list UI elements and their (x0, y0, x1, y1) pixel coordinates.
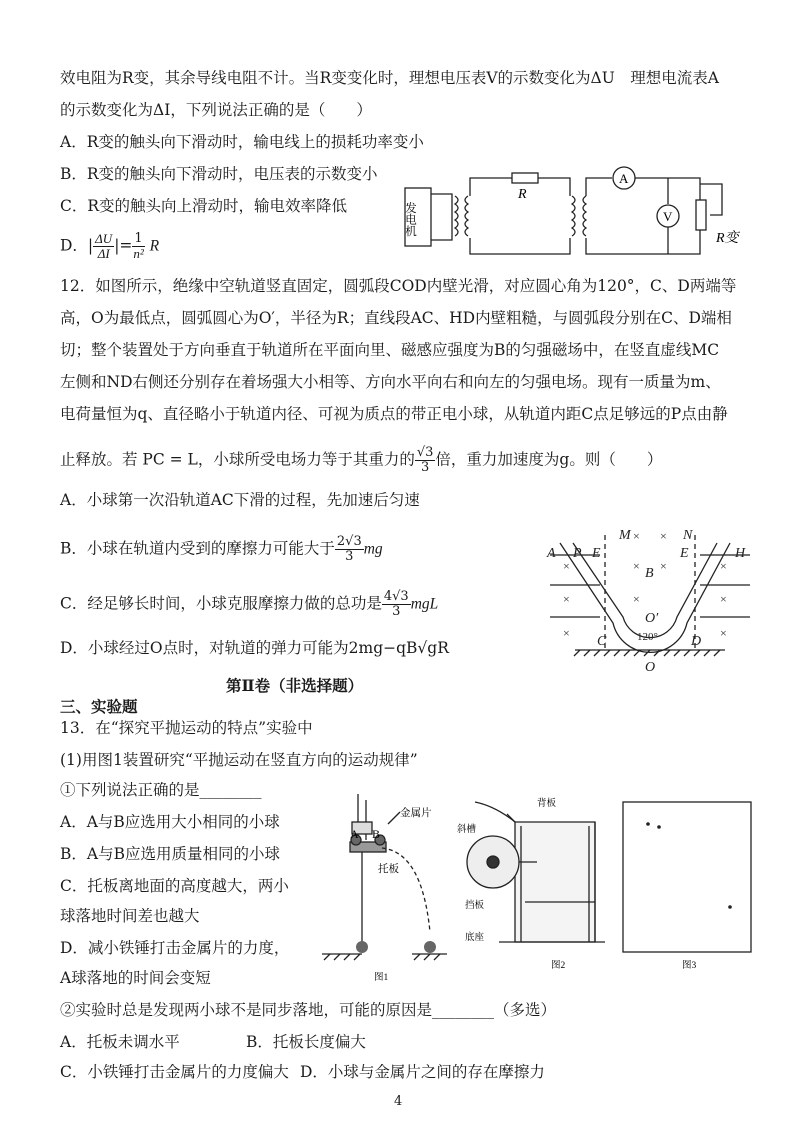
fig2-baffle-label: 挡板 (465, 901, 485, 911)
q13-title: 13．在“探究平抛运动的特点”实验中 (60, 719, 313, 737)
q13-option-c1: C．托板离地面的高度越大，两小 (60, 877, 289, 895)
svg-text:×: × (633, 529, 640, 543)
q12-line2: 高，O为最低点，圆弧圆心为O′，半径为R；直线段AC、HD内壁粗糙，与圆弧段分别在C、D端相 (60, 309, 732, 327)
label-d: D (691, 634, 702, 649)
q12-option-b: B．小球在轨道内受到的摩擦力可能大于 $\frac{2√3}{3}$ mg (60, 534, 383, 564)
label-e-right: E (680, 546, 689, 561)
fig2-groove-label: 斜槽 (457, 825, 477, 835)
q12-line1: 12．如图所示，绝缘中空轨道竖直固定，圆弧段COD内壁光滑，对应圆心角为120°，C、D两端等 (60, 277, 737, 295)
q13-option-b: B．A与B应选用质量相同的小球 (60, 845, 280, 863)
label-e-left: E (592, 546, 601, 561)
svg-text:×: × (720, 626, 727, 640)
q13-sub2: ②实验时总是发现两小球不是同步落地，可能的原因是________（多选） (60, 1001, 557, 1019)
fig3-caption: 图3 (682, 961, 697, 971)
track-diagram (545, 525, 765, 675)
q13-option-d1: D．减小铁锤打击金属片的力度， (60, 939, 290, 957)
q13-sub2-option-d: D．小球与金属片之间的存在摩擦力 (300, 1063, 545, 1081)
q12-line4: 左侧和ND右侧还分别存在着场强大小相等、方向水平向右和向左的匀强电场。现有一质量为m、 (60, 373, 721, 391)
trace-point-2 (657, 825, 661, 829)
variable-resistor (696, 200, 706, 230)
q12-line6: 止释放。若 PC = L，小球所受电场力等于其重力的 $\frac{√3}{3}$ 倍，重力加速度为g。则（ ） (60, 445, 663, 475)
r-label: R (518, 187, 527, 202)
q11-option-b: B．R变的触头向下滑动时，电压表的示数变小 (60, 165, 378, 183)
section-3-title: 三、实验题 (60, 697, 138, 716)
svg-text:×: × (633, 559, 640, 573)
label-h: H (735, 546, 746, 561)
fig1-caption: 图1 (374, 973, 389, 982)
q13-sub2-option-a: A．托板未调水平 (60, 1033, 180, 1051)
circuit-diagram (400, 160, 770, 260)
q12-line3: 切；整个装置处于方向垂直于轨道所在平面向里、磁感应强度为B的匀强磁场中，在竖直虚线MC (60, 341, 720, 359)
label-p: P (573, 546, 582, 561)
figure-2 (455, 792, 615, 982)
q13-option-c2: 球落地时间差也越大 (60, 907, 200, 925)
q11-line1: 效电阻为R变，其余导线电阻不计。当R变变化时，理想电压表V的示数变化为ΔU 理想电流表A (60, 69, 719, 87)
label-m: M (619, 528, 631, 543)
fig1-tray-label: 托板 (378, 864, 399, 875)
q12-line5: 电荷量恒为q、直径略小于轨道内径、可视为质点的带正电小球，从轨道内距C点足够远的P点由静 (60, 405, 728, 423)
label-n: N (683, 528, 693, 543)
svg-text:×: × (563, 559, 570, 573)
fig1-a-label: A (350, 827, 359, 841)
q11-option-d: D．| $\frac{\Delta U}{\Delta I}$ |= $\frac{1}{\text{n²}}$ R (60, 231, 160, 261)
q12-option-c: C．经足够长时间，小球克服摩擦力做的总功是 $\frac{4√3}{3}$ mgL (60, 589, 439, 619)
svg-text:×: × (660, 529, 667, 543)
voltmeter-label: V (663, 209, 673, 224)
q13-part1: (1)用图1装置研究“平抛运动在竖直方向的运动规律” (60, 751, 418, 769)
q12-option-d: D．小球经过O点时，对轨道的弹力可能为2mg−qB√gR (60, 639, 449, 657)
fig1-b-label: B (372, 827, 381, 841)
q11-option-c: C．R变的触头向上滑动时，输电效率降低 (60, 197, 348, 215)
svg-text:×: × (660, 559, 667, 573)
trace-point-3 (728, 905, 732, 909)
q11-option-a: A．R变的触头向下滑动时，输电线上的损耗功率变小 (60, 133, 424, 151)
q12-option-a: A．小球第一次沿轨道AC下滑的过程，先加速后匀速 (60, 491, 420, 509)
label-a: A (547, 546, 556, 561)
ammeter-label: A (619, 171, 629, 186)
label-o: O (645, 660, 656, 675)
generator-label: 发电机 (404, 202, 416, 237)
page-number: 4 (394, 1094, 403, 1109)
trace-point-1 (646, 822, 650, 826)
q13-sub1: ①下列说法正确的是________ (60, 781, 262, 799)
svg-text:×: × (563, 592, 570, 606)
figure-1 (322, 792, 452, 982)
q13-option-a: A．A与B应选用大小相同的小球 (60, 813, 280, 831)
transformer-coil-1 (455, 196, 458, 236)
section-2-title: 第Ⅱ卷（非选择题） (226, 676, 364, 695)
svg-text:×: × (563, 626, 570, 640)
q13-sub2-option-b: B．托板长度偏大 (246, 1033, 366, 1051)
fig2-caption: 图2 (551, 961, 566, 971)
q13-option-d2: A球落地的时间会变短 (60, 969, 211, 987)
fig2-base-label: 底座 (465, 933, 485, 943)
resistor-r (512, 173, 538, 183)
label-c: C (597, 634, 607, 649)
fig2-back-label: 背板 (537, 799, 557, 809)
fig1-metal-label: 金属片 (400, 808, 432, 819)
rvar-label: R变 (716, 231, 739, 246)
svg-text:×: × (633, 592, 640, 606)
label-o-prime: O′ (645, 611, 659, 626)
svg-text:×: × (720, 559, 727, 573)
svg-text:×: × (720, 592, 727, 606)
label-b: B (645, 566, 654, 581)
figure-3 (618, 796, 758, 982)
q11-line2: 的示数变化为ΔI，下列说法正确的是（ ） (60, 101, 372, 119)
label-angle: 120° (637, 631, 658, 643)
q13-sub2-option-c: C．小铁锤打击金属片的力度偏大 (60, 1063, 289, 1081)
